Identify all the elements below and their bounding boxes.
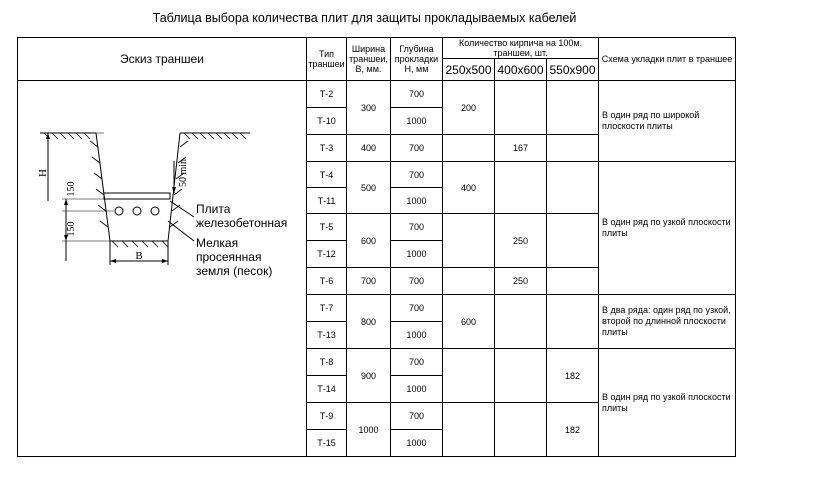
count-header: Количество кирпича на 100м. траншеи, шт. [443,38,599,59]
count-400x600: 250 [495,268,547,295]
count-250x500 [443,268,495,295]
plate-label-line1: Плита [196,202,231,216]
scheme-cell: В один ряд по узкой плоскости плиты [599,162,736,295]
row-type: Т-11 [307,188,347,214]
row-type: Т-10 [307,108,347,135]
trench-diagram [18,81,306,451]
row-width: 1000 [347,403,391,457]
row-depth: 700 [391,81,443,108]
count-550x900 [547,81,599,135]
count-250x500: 200 [443,81,495,135]
count-550x900 [547,214,599,268]
row-width: 300 [347,81,391,135]
row-depth: 700 [391,403,443,430]
row-depth: 700 [391,295,443,322]
count-400x600: 167 [495,135,547,162]
row-type: Т-12 [307,241,347,268]
row-depth: 1000 [391,188,443,214]
row-type: Т-9 [307,403,347,430]
count-550x900 [547,295,599,349]
count-250x500 [443,349,495,403]
row-type: Т-3 [307,135,347,162]
row-depth: 1000 [391,430,443,457]
depth-header: Глубина прокладки Н, мм [391,38,443,81]
scheme-cell: В один ряд по узкой плоскости плиты [599,349,736,457]
row-width: 800 [347,295,391,349]
row-type: Т-8 [307,349,347,376]
row-depth: 1000 [391,376,443,403]
count-250x500: 600 [443,295,495,349]
row-width: 600 [347,214,391,268]
row-depth: 700 [391,349,443,376]
sketch-label-50min: 50 min [178,158,189,188]
scheme-cell: В два ряда: один ряд по узкой, второй по длинной плоскости плиты [599,295,736,349]
count-250x500 [443,135,495,162]
count-400x600 [495,295,547,349]
row-width: 700 [347,268,391,295]
row-depth: 1000 [391,241,443,268]
row-type: Т-7 [307,295,347,322]
row-depth: 700 [391,214,443,241]
soil-label-line2: просеянная [196,250,262,264]
count-550x900: 182 [547,349,599,403]
size-header-400x600: 400х600 [495,59,547,81]
row-type: Т-14 [307,376,347,403]
soil-label-line1: Мелкая [196,236,239,250]
count-550x900 [547,268,599,295]
row-depth: 700 [391,268,443,295]
sketch-label-b: B [135,250,143,262]
size-header-550x900: 550х900 [547,59,599,81]
row-type: Т-13 [307,322,347,349]
scheme-cell: В один ряд по широкой плоскости плиты [599,81,736,162]
count-400x600: 250 [495,214,547,268]
row-depth: 700 [391,135,443,162]
scheme-header: Схема укладки плит в траншее [599,38,736,81]
count-400x600 [495,349,547,403]
count-550x900 [547,162,599,214]
sketch-label-150-bottom: 150 [66,221,77,237]
cable-trench-table [17,37,736,457]
page-title: Таблица выбора количества плит для защиты прокладываемых кабелей [152,11,577,25]
row-type: Т-2 [307,81,347,108]
count-250x500 [443,403,495,457]
count-250x500: 400 [443,162,495,214]
count-400x600 [495,162,547,214]
row-width: 400 [347,135,391,162]
size-header-250x500: 250х500 [443,59,495,81]
sketch-header: Эскиз траншеи [18,38,307,81]
row-width: 500 [347,162,391,214]
trench-sketch [18,81,307,457]
soil-label-line3: земля (песок) [196,264,273,278]
count-550x900 [547,135,599,162]
count-550x900: 182 [547,403,599,457]
row-type: Т-6 [307,268,347,295]
row-type: Т-15 [307,430,347,457]
row-width: 900 [347,349,391,403]
row-depth: 1000 [391,108,443,135]
sketch-label-150-top: 150 [66,181,77,197]
row-depth: 1000 [391,322,443,349]
row-type: Т-5 [307,214,347,241]
count-250x500 [443,214,495,268]
row-depth: 700 [391,162,443,188]
count-400x600 [495,81,547,135]
plate-label-line2: железобетонная [196,216,288,230]
count-400x600 [495,403,547,457]
type-header: Тип траншеи [307,38,347,81]
width-header: Ширина траншеи, В, мм. [347,38,391,81]
sketch-label-h: H [37,169,49,177]
row-type: Т-4 [307,162,347,188]
